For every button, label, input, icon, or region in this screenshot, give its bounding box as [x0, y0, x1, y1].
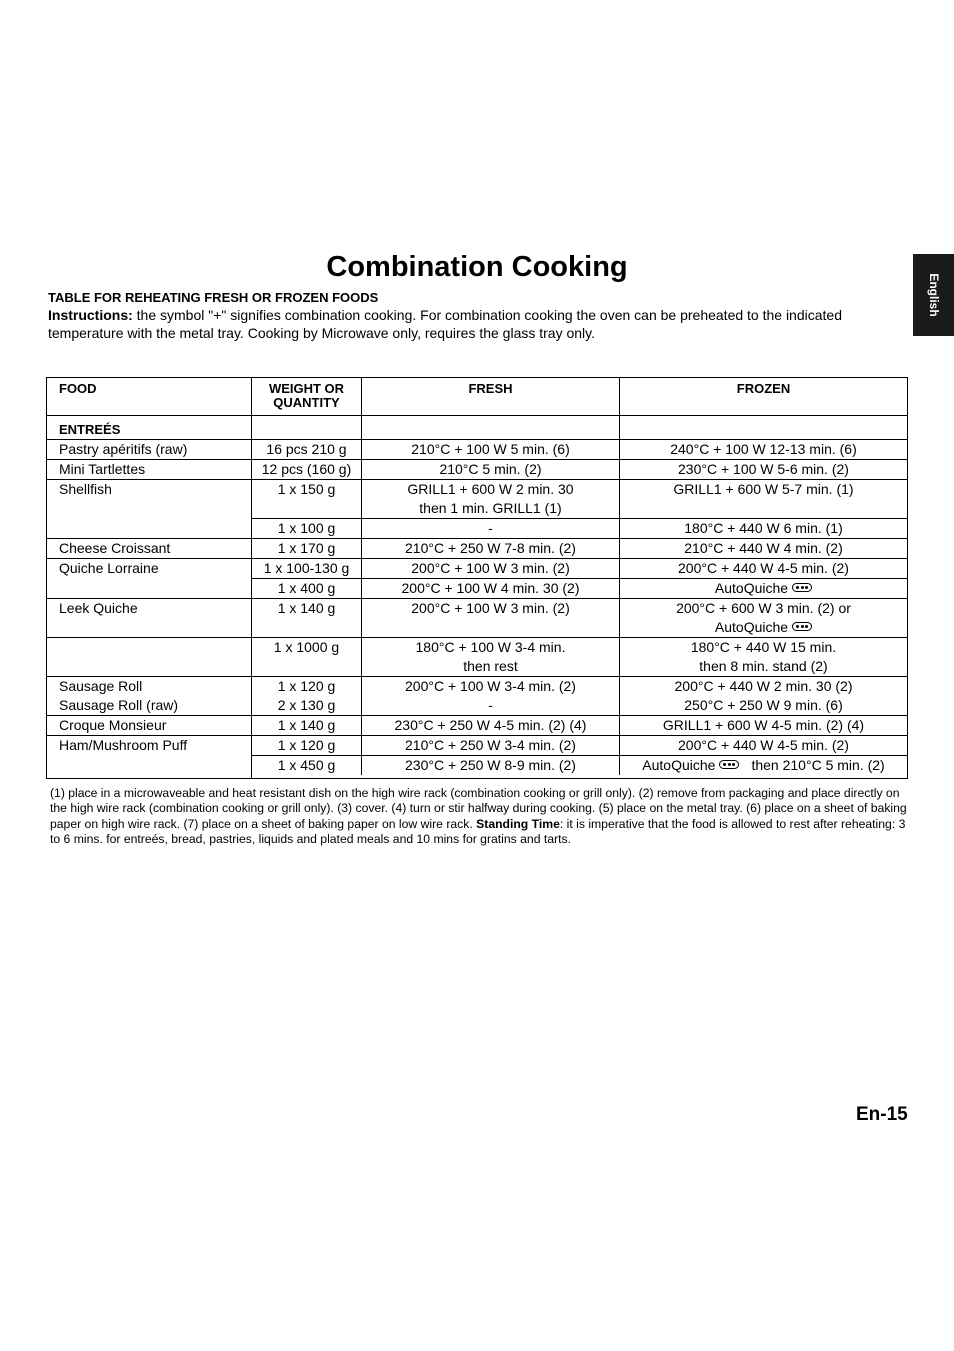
frozen-cell: GRILL1 + 600 W 4-5 min. (2) (4) — [620, 716, 908, 736]
weight-cell: 1 x 120 g — [252, 677, 362, 697]
header-weight-line1: WEIGHT OR — [268, 381, 345, 396]
frozen-line1: 180°C + 440 W 15 min. — [690, 639, 837, 655]
fresh-cell: 200°C + 100 W 4 min. 30 (2) — [362, 579, 620, 599]
language-tab-label: English — [926, 273, 941, 317]
fresh-line2: then rest — [463, 658, 518, 674]
fresh-cell: 200°C + 100 W 3 min. (2) — [362, 599, 620, 638]
weight-cell: 1 x 100-130 g — [252, 559, 362, 579]
fresh-line1: GRILL1 + 600 W 2 min. 30 — [407, 481, 574, 497]
frozen-part2: then 210°C 5 min. (2) — [751, 757, 885, 773]
fresh-cell: - — [362, 696, 620, 716]
food-cell: Quiche Lorraine — [47, 559, 252, 599]
food-cell: Sausage Roll (raw) — [47, 696, 252, 716]
auto-quiche-icon — [792, 622, 812, 631]
food-cell: Mini Tartlettes — [47, 460, 252, 480]
page-title: Combination Cooking — [326, 251, 628, 283]
weight-cell: 1 x 120 g — [252, 736, 362, 756]
footnotes-bold: Standing Time — [476, 816, 560, 831]
table-row — [47, 599, 908, 638]
fresh-cell: 210°C + 100 W 5 min. (6) — [362, 440, 620, 460]
weight-cell: 2 x 130 g — [252, 696, 362, 716]
fresh-cell: 230°C + 250 W 8-9 min. (2) — [362, 756, 620, 776]
frozen-cell: 240°C + 100 W 12-13 min. (6) — [620, 440, 908, 460]
weight-cell: 16 pcs 210 g — [252, 440, 362, 460]
instructions-text: the symbol "+" signifies combination cooking. For combination cooking the oven can be preheated to the indicated temperature with the metal tray. Cooking by Microwave only, requires the glass tray only. — [48, 307, 842, 341]
weight-cell: 1 x 170 g — [252, 539, 362, 559]
instructions-label: Instructions: — [48, 307, 133, 323]
frozen-cell: 200°C + 440 W 4-5 min. (2) — [620, 736, 908, 756]
fresh-cell: 210°C 5 min. (2) — [362, 460, 620, 480]
food-cell: Pastry apéritifs (raw) — [47, 440, 252, 460]
table-row — [47, 480, 908, 519]
auto-quiche-icon — [792, 583, 812, 592]
frozen-part1: AutoQuiche — [642, 757, 716, 773]
frozen-cell — [620, 579, 908, 599]
page-number: En-15 — [856, 1104, 908, 1125]
weight-cell: 1 x 140 g — [252, 716, 362, 736]
fresh-cell: 230°C + 250 W 4-5 min. (2) (4) — [362, 716, 620, 736]
food-cell: Croque Monsieur — [47, 716, 252, 736]
food-cell: Cheese Croissant — [47, 539, 252, 559]
frozen-cell: 210°C + 440 W 4 min. (2) — [620, 539, 908, 559]
fresh-cell — [362, 638, 620, 677]
frozen-cell: 250°C + 250 W 9 min. (6) — [620, 696, 908, 716]
table-row — [47, 539, 908, 559]
table-row — [47, 736, 908, 756]
table-row — [47, 716, 908, 736]
food-cell: Sausage Roll — [47, 677, 252, 697]
section-row — [47, 416, 908, 440]
frozen-cell: 230°C + 100 W 5-6 min. (2) — [620, 460, 908, 480]
fresh-line1: 180°C + 100 W 3-4 min. — [415, 639, 566, 655]
frozen-text: AutoQuiche — [714, 580, 789, 596]
header-weight — [252, 378, 362, 416]
fresh-cell: 210°C + 250 W 7-8 min. (2) — [362, 539, 620, 559]
footnotes-text1: (1) place in a microwaveable and heat resistant dish on the high wire rack (combination cooking or grill only). (2) remove from packaging and place directly on the high wire rack (combination cooking or grill only). (3) cover. (4) turn or stir halfway during cooking. (5) place on the metal tray. (6) place on a sheet of baking paper on high wire rack. (7) place on a sheet of baking paper on low wire rack. — [50, 786, 907, 831]
table-row — [47, 696, 908, 716]
frozen-cell: 180°C + 440 W 6 min. (1) — [620, 519, 908, 539]
table-row — [47, 677, 908, 697]
frozen-cell — [620, 638, 908, 677]
table-row — [47, 460, 908, 480]
header-frozen: FROZEN — [620, 378, 908, 416]
weight-cell: 1 x 450 g — [252, 756, 362, 776]
weight-cell: 1 x 400 g — [252, 579, 362, 599]
food-cell: Leek Quiche — [47, 599, 252, 638]
frozen-cell: 200°C + 440 W 4-5 min. (2) — [620, 559, 908, 579]
auto-quiche-icon — [719, 760, 739, 769]
header-fresh: FRESH — [362, 378, 620, 416]
frozen-line1: 200°C + 600 W 3 min. (2) or — [676, 600, 851, 616]
header-food: FOOD — [47, 378, 252, 416]
frozen-cell — [620, 599, 908, 638]
frozen-cell: 200°C + 440 W 2 min. 30 (2) — [674, 678, 853, 694]
table-row — [47, 638, 908, 677]
frozen-line2: then 8 min. stand (2) — [699, 658, 828, 674]
footnotes-text2: : it is imperative that the food is allowed to rest after reheating: 3 to 6 mins. for entreés, bread, pastries, liquids and plated meals and 10 mins for gratins and tarts. — [50, 816, 906, 847]
table-header-row — [47, 378, 908, 416]
frozen-cell: GRILL1 + 600 W 5-7 min. (1) — [620, 480, 908, 519]
frozen-line2: AutoQuiche — [714, 619, 789, 635]
weight-cell: 1 x 140 g — [252, 599, 362, 638]
weight-cell: 12 pcs (160 g) — [252, 460, 362, 480]
weight-cell: 1 x 150 g — [252, 480, 362, 519]
fresh-cell: 200°C + 100 W 3 min. (2) — [362, 559, 620, 579]
fresh-cell: 210°C + 250 W 3-4 min. (2) — [362, 736, 620, 756]
fresh-cell: - — [362, 519, 620, 539]
fresh-cell — [362, 480, 620, 519]
table-row — [47, 559, 908, 579]
table-subheading: TABLE FOR REHEATING FRESH OR FROZEN FOODS — [48, 290, 379, 305]
fresh-cell: 200°C + 100 W 3-4 min. (2) — [362, 677, 620, 697]
footnotes — [50, 786, 910, 848]
fresh-line2: then 1 min. GRILL1 (1) — [419, 500, 562, 516]
frozen-cell — [620, 756, 908, 776]
reheating-table — [46, 377, 908, 779]
section-label: ENTREÉS — [47, 416, 252, 440]
table-row — [47, 440, 908, 460]
food-cell: Shellfish — [47, 480, 252, 539]
food-cell: Ham/Mushroom Puff — [47, 736, 252, 779]
weight-cell: 1 x 1000 g — [252, 638, 362, 677]
food-cell — [47, 638, 252, 677]
instructions-paragraph — [48, 307, 888, 342]
header-weight-line2: QUANTITY — [273, 395, 340, 410]
weight-cell: 1 x 100 g — [252, 519, 362, 539]
